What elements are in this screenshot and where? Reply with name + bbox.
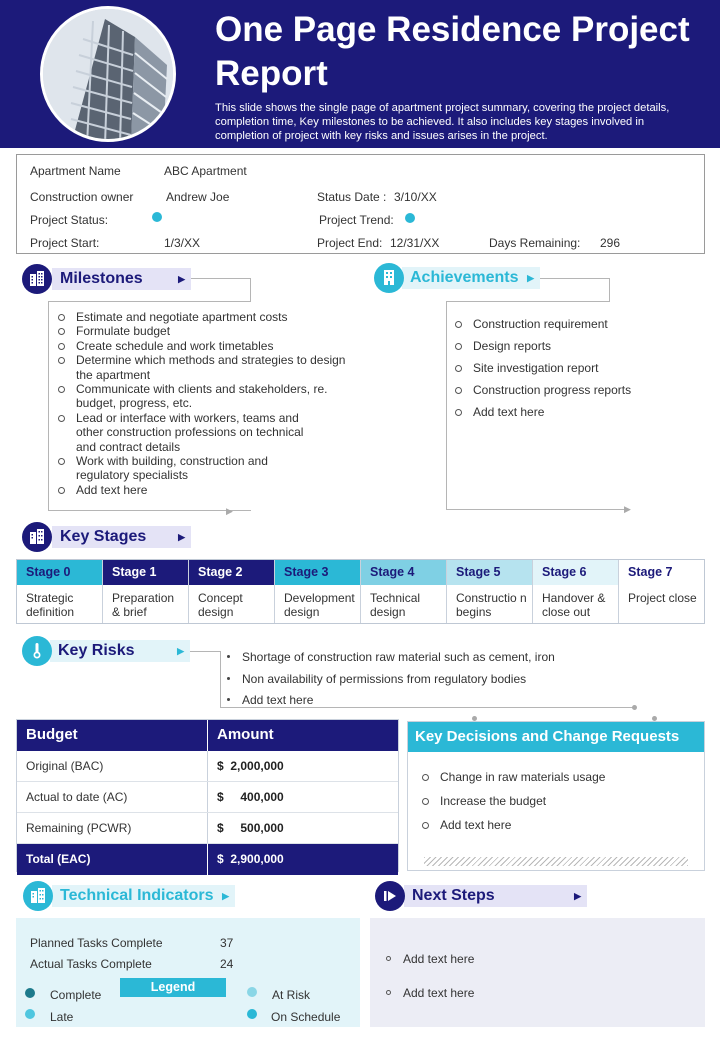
stage-desc: Technical design <box>370 591 421 619</box>
page-subtitle: This slide shows the single page of apartment project summary, covering the project details, completion time, Key milestones to be achieved. It also includes key stages involved in completion of project with key risks and issues arises in the project. <box>215 102 670 142</box>
owner-label: Construction owner <box>30 190 134 204</box>
stage-cell <box>103 560 189 623</box>
list-item: Shortage of construction raw material such as cement, iron <box>220 650 555 672</box>
list-item: Lead or interface with workers, teams and other construction professions on technical and contract details <box>56 411 321 454</box>
arrow-right-icon: ▶ <box>624 504 631 514</box>
key-stages-title: Key Stages <box>60 528 147 545</box>
thermometer-icon <box>22 636 52 666</box>
achievements-bracket-bottom <box>446 509 626 510</box>
stage-desc: Constructio n begins <box>456 591 527 619</box>
budget-amount: $ 400,000 <box>217 790 284 804</box>
budget-header-row <box>17 720 398 751</box>
project-end-label: Project End: <box>317 236 383 250</box>
achievements-connector <box>540 278 610 279</box>
building-icon <box>23 881 53 911</box>
budget-table <box>16 719 399 872</box>
stage-cell <box>533 560 619 623</box>
milestones-list <box>56 310 356 497</box>
on-schedule-legend-label: On Schedule <box>271 1010 341 1024</box>
list-item: Work with building, construction and regulatory specialists <box>56 454 296 483</box>
stage-name: Stage 5 <box>447 560 532 585</box>
at-risk-legend-dot <box>247 987 257 997</box>
bullet-icon <box>386 990 391 995</box>
stage-desc: Strategic definition <box>26 591 75 619</box>
achievements-title: Achievements <box>410 269 519 286</box>
complete-legend-dot <box>25 988 35 998</box>
list-item: Non availability of permissions from regulatory bodies <box>220 672 555 694</box>
achievements-connector-v <box>609 278 610 302</box>
budget-label: Actual to date (AC) <box>17 782 208 812</box>
list-item: Add text here <box>56 483 356 497</box>
list-item: Add text here <box>220 693 555 715</box>
arrow-right-icon: ▶ <box>226 506 233 516</box>
list-item: Determine which methods and strategies to design the apartment <box>56 353 356 382</box>
caret-right-icon: ▶ <box>178 274 185 284</box>
budget-col-header: Budget <box>17 720 208 751</box>
stages-table <box>16 559 705 624</box>
amount-col-header: Amount <box>217 726 274 743</box>
achievements-header <box>402 267 540 289</box>
table-row <box>17 751 398 782</box>
budget-label: Original (BAC) <box>17 751 208 781</box>
status-date-label: Status Date : <box>317 190 387 204</box>
stage-desc: Development design <box>284 591 355 619</box>
budget-total-row <box>17 844 398 875</box>
actual-tasks-value: 24 <box>220 957 234 971</box>
key-risks-title: Key Risks <box>58 642 135 659</box>
technical-indicators-title: Technical Indicators <box>60 887 214 904</box>
milestones-connector-v <box>250 278 251 302</box>
building-icon <box>22 264 52 294</box>
legend-title: Legend <box>120 978 226 997</box>
list-item: Site investigation report <box>453 361 693 375</box>
building-icon <box>374 263 404 293</box>
caret-right-icon: ▶ <box>222 891 229 901</box>
budget-label: Remaining (PCWR) <box>17 813 208 843</box>
days-remaining-value: 296 <box>600 236 621 250</box>
budget-amount: $ 500,000 <box>217 821 284 835</box>
days-remaining-label: Days Remaining: <box>489 236 581 250</box>
play-next-icon <box>375 881 405 911</box>
building-photo <box>40 6 176 142</box>
project-trend-label: Project Trend: <box>319 213 394 227</box>
next-steps-header <box>404 885 587 907</box>
status-date-value: 3/10/XX <box>394 190 437 204</box>
project-start-value: 1/3/XX <box>164 236 201 250</box>
stage-name: Stage 1 <box>103 560 188 585</box>
project-status-dot <box>152 212 162 222</box>
planned-tasks-label: Planned Tasks Complete <box>30 936 163 950</box>
stage-cell <box>619 560 704 623</box>
caret-right-icon: ▶ <box>178 532 185 542</box>
key-risks-header <box>50 640 190 662</box>
risks-connector <box>190 651 220 652</box>
stage-name: Stage 7 <box>619 560 704 585</box>
stage-cell <box>17 560 103 623</box>
list-item: Construction requirement <box>453 317 693 331</box>
late-legend-dot <box>25 1009 35 1019</box>
list-item: Create schedule and work timetables <box>56 339 356 353</box>
achievements-bracket-top <box>446 301 610 302</box>
complete-legend-label: Complete <box>50 988 102 1002</box>
key-decisions-title: Key Decisions and Change Requests <box>408 722 704 752</box>
key-decisions-list <box>420 770 605 832</box>
technical-indicators-header <box>52 885 235 907</box>
project-start-label: Project Start: <box>30 236 100 250</box>
technical-indicators-panel <box>16 918 360 1027</box>
list-item: Add text here <box>420 818 605 832</box>
caret-right-icon: ▶ <box>177 646 184 656</box>
next-step-item: Add text here <box>403 986 475 1000</box>
next-steps-title: Next Steps <box>412 887 495 904</box>
achievements-list <box>453 317 693 419</box>
page-title: One Page Residence Project Report <box>215 10 690 93</box>
caret-right-icon: ▶ <box>527 273 534 283</box>
project-info-box <box>16 154 705 254</box>
milestones-title: Milestones <box>60 270 143 287</box>
list-item: Change in raw materials usage <box>420 770 605 784</box>
stage-cell <box>361 560 447 623</box>
list-item: Estimate and negotiate apartment costs <box>56 310 356 324</box>
milestones-header <box>52 268 191 290</box>
milestones-connector <box>191 278 251 279</box>
key-decisions-panel <box>407 721 705 871</box>
connector-dot <box>632 705 637 710</box>
apartment-name-label: Apartment Name <box>30 164 121 178</box>
achievements-bracket-left <box>446 301 447 510</box>
key-stages-header <box>52 526 191 548</box>
late-legend-label: Late <box>50 1010 74 1024</box>
next-step-item: Add text here <box>403 952 475 966</box>
planned-tasks-value: 37 <box>220 936 234 950</box>
bullet-icon <box>386 956 391 961</box>
total-label: Total (EAC) <box>17 844 208 875</box>
stage-desc: Project close <box>628 591 697 605</box>
next-steps-panel <box>370 918 705 1027</box>
hatch-divider <box>424 857 688 866</box>
apartment-name-value: ABC Apartment <box>164 164 247 178</box>
list-item: Formulate budget <box>56 324 356 338</box>
caret-right-icon: ▶ <box>574 891 581 901</box>
stage-cell <box>275 560 361 623</box>
stage-cell <box>447 560 533 623</box>
table-row <box>17 782 398 813</box>
list-item: Design reports <box>453 339 693 353</box>
stage-name: Stage 6 <box>533 560 618 585</box>
milestones-bracket-top <box>48 301 251 302</box>
stage-name: Stage 0 <box>17 560 102 585</box>
project-end-value: 12/31/XX <box>390 236 440 250</box>
table-row <box>17 813 398 844</box>
stage-name: Stage 4 <box>361 560 446 585</box>
list-item: Add text here <box>453 405 693 419</box>
budget-amount: $ 2,000,000 <box>217 759 284 773</box>
stage-name: Stage 3 <box>275 560 360 585</box>
stage-desc: Preparation & brief <box>112 591 175 619</box>
project-trend-dot <box>405 213 415 223</box>
owner-value: Andrew Joe <box>166 190 230 204</box>
list-item: Construction progress reports <box>453 383 693 397</box>
stage-name: Stage 2 <box>189 560 274 585</box>
at-risk-legend-label: At Risk <box>272 988 311 1002</box>
project-status-label: Project Status: <box>30 213 109 227</box>
total-amount: $ 2,900,000 <box>217 852 284 866</box>
stage-desc: Handover & close out <box>542 591 606 619</box>
list-item: Communicate with clients and stakeholders, re. budget, progress, etc. <box>56 382 356 411</box>
building-illustration <box>43 9 176 142</box>
stage-desc: Concept design <box>198 591 243 619</box>
building-icon <box>22 522 52 552</box>
list-item: Increase the budget <box>420 794 605 808</box>
key-risks-list <box>220 650 555 715</box>
actual-tasks-label: Actual Tasks Complete <box>30 957 152 971</box>
on-schedule-legend-dot <box>247 1009 257 1019</box>
stage-cell <box>189 560 275 623</box>
